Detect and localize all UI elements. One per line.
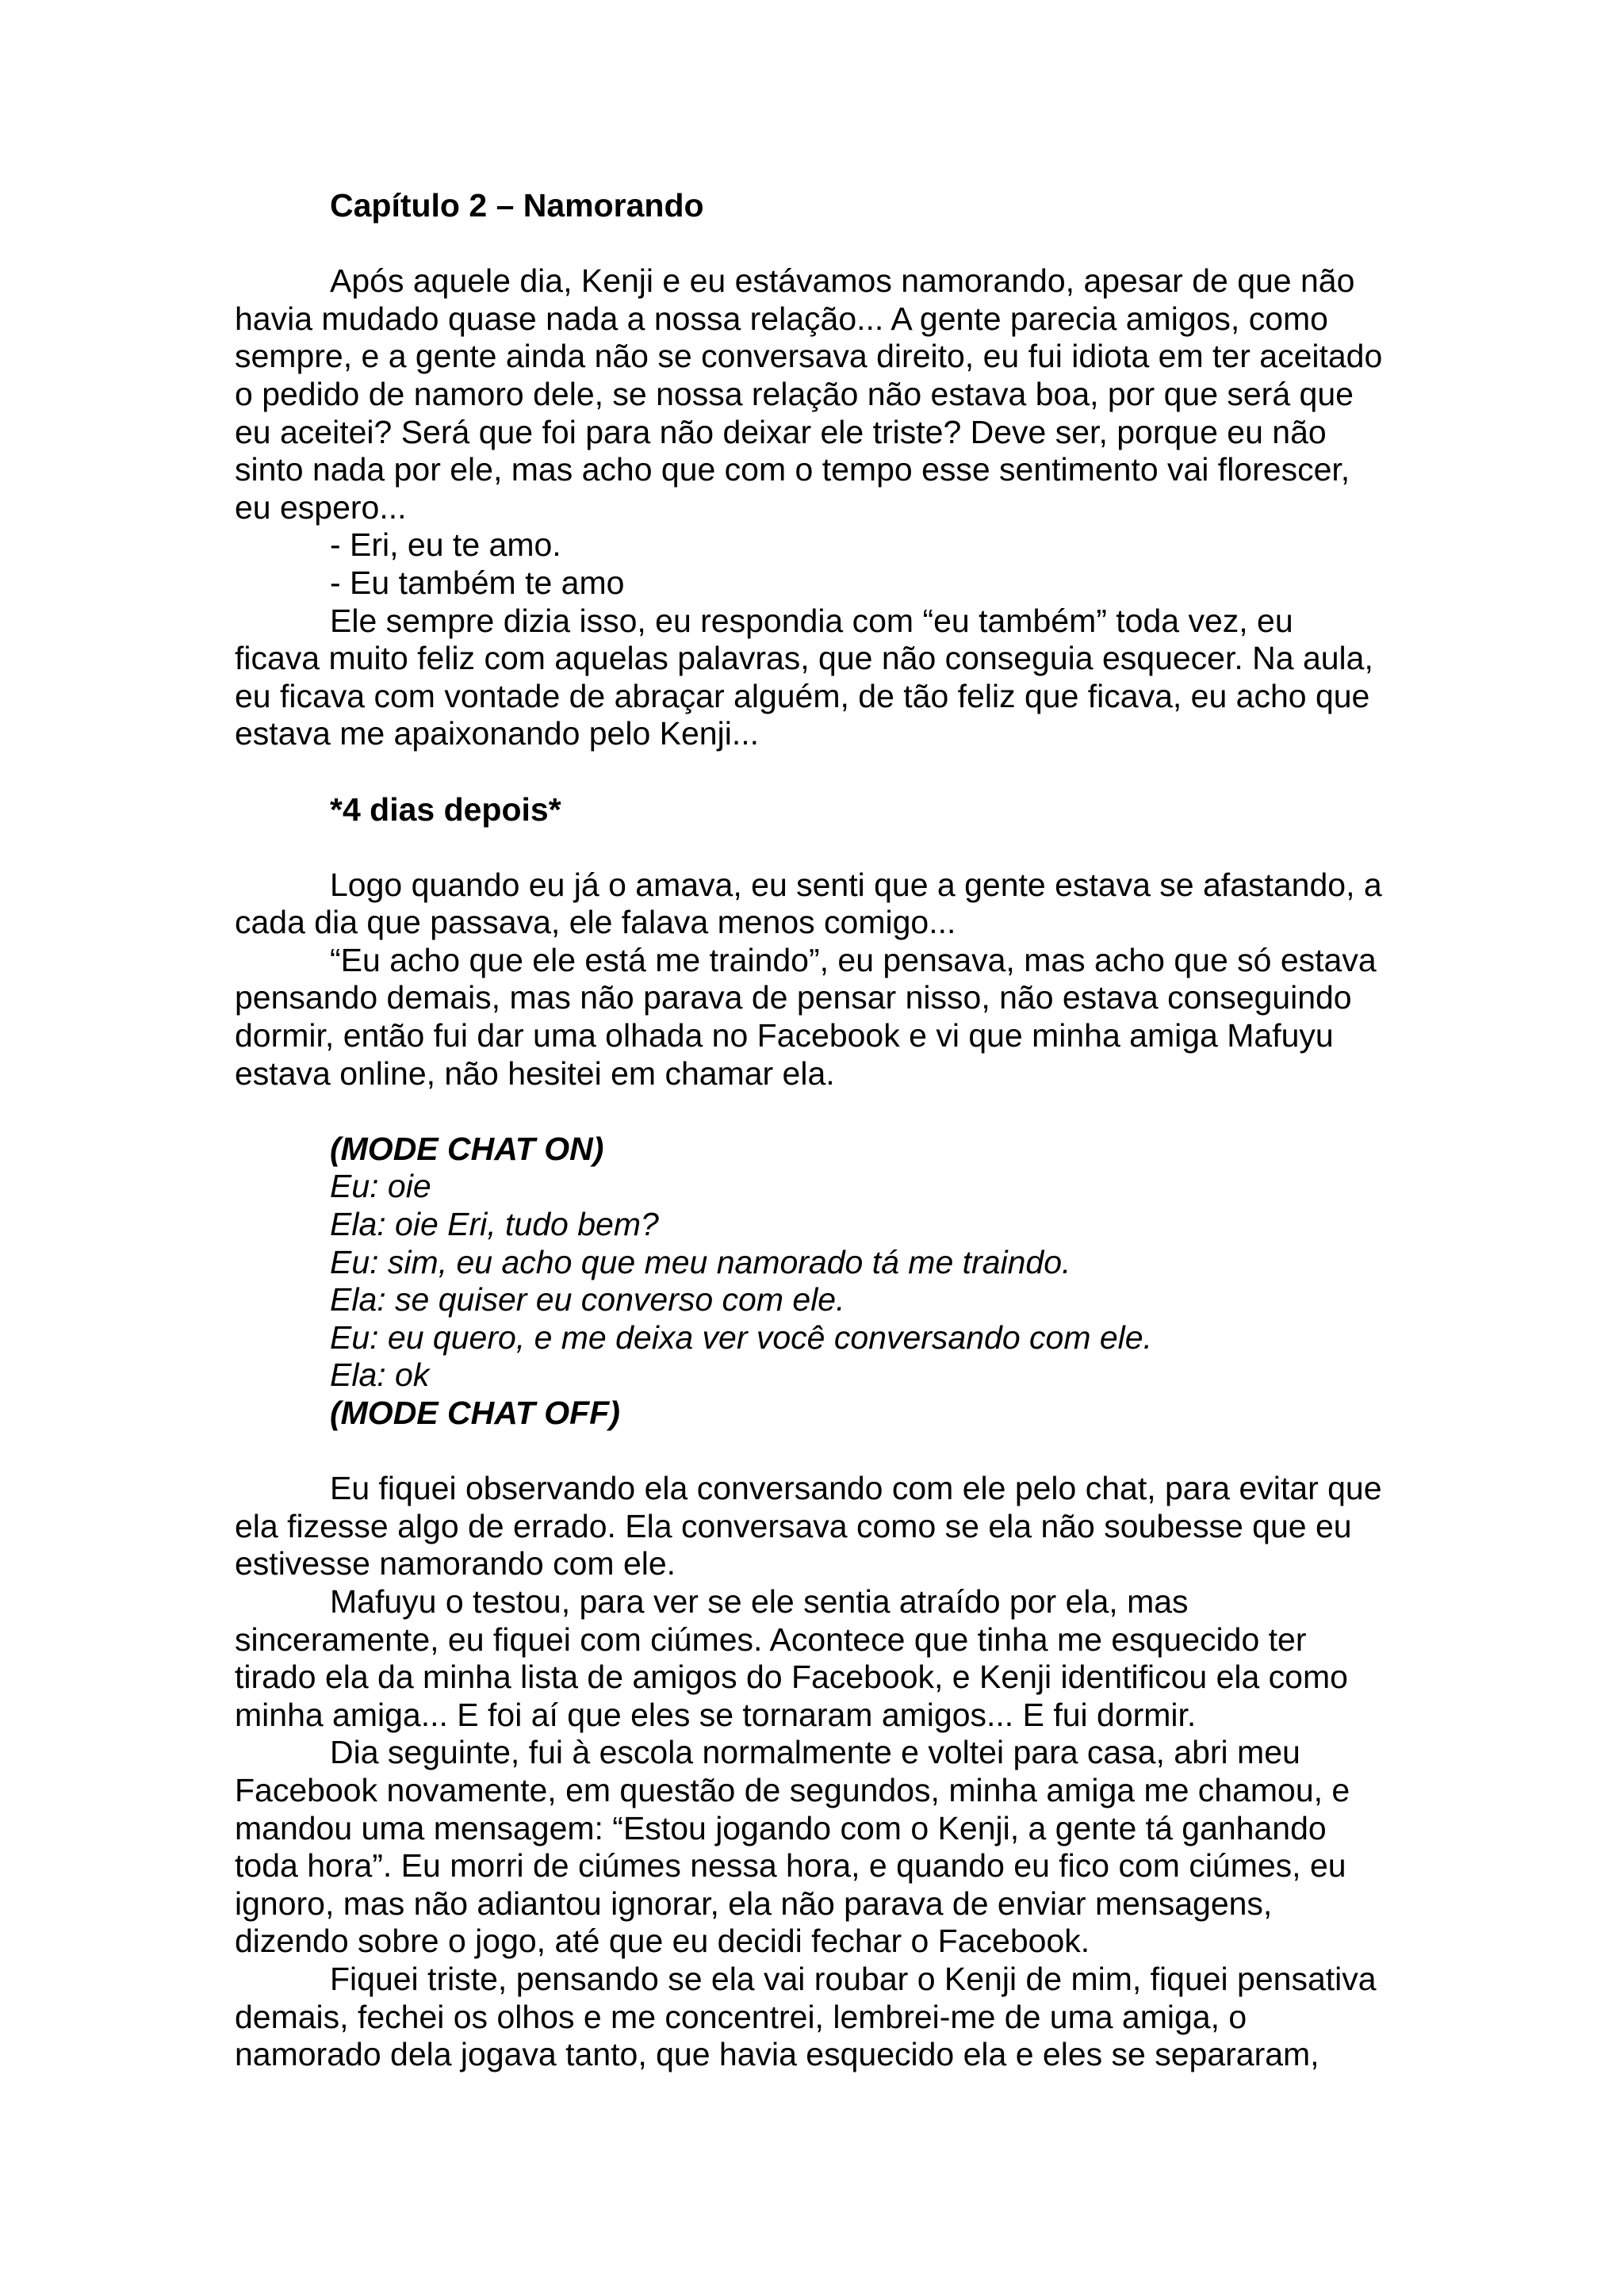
paragraph-8 [235, 1961, 1402, 2074]
spacer [235, 225, 1402, 263]
paragraph-2 [235, 603, 1402, 753]
paragraph-6 [235, 1583, 1402, 1734]
paragraph-4 [235, 942, 1402, 1093]
text-line: “Eu acho que ele está me traindo”, eu pensava, mas acho que só estava [330, 941, 1377, 978]
spacer [235, 1093, 1402, 1131]
text-line: namorado dela jogava tanto, que havia esquecido ela e eles se separaram, [235, 2036, 1320, 2073]
text-line: estivesse namorando com ele. [235, 1545, 676, 1582]
paragraph-7 [235, 1734, 1402, 1961]
text-line: Ele sempre dizia isso, eu respondia com “eu também” toda vez, eu [330, 602, 1293, 639]
text-line: minha amiga... E foi aí que eles se tornaram amigos... E fui dormir. [235, 1696, 1197, 1733]
text-line: Facebook novamente, em questão de segundos, minha amiga me chamou, e [235, 1771, 1350, 1808]
chat-line: Ela: se quiser eu converso com ele. [330, 1281, 845, 1318]
dialogue-line: - Eri, eu te amo. [330, 526, 561, 564]
text-line: toda hora”. Eu morri de ciúmes nessa hora, e quando eu fico com ciúmes, eu [235, 1847, 1346, 1885]
chat-line: Eu: sim, eu acho que meu namorado tá me traindo. [330, 1243, 1071, 1280]
text-line: Fiquei triste, pensando se ela vai roubar o Kenji de mim, fiquei pensativa [330, 1960, 1377, 1997]
text-line: cada dia que passava, ele falava menos comigo... [235, 904, 956, 941]
text-line: tirado ela da minha lista de amigos do Facebook, e Kenji identificou ela como [235, 1659, 1348, 1696]
spacer [235, 753, 1402, 791]
text-line: Mafuyu o testou, para ver se ele sentia atraído por ela, mas [330, 1582, 1189, 1620]
text-line: dormir, então fui dar uma olhada no Facebook e vi que minha amiga Mafuyu [235, 1017, 1334, 1054]
text-line: mandou uma mensagem: “Estou jogando com o Kenji, a gente tá ganhando [235, 1809, 1327, 1846]
chat-line: Ela: oie Eri, tudo bem? [330, 1206, 659, 1243]
text-line: demais, fechei os olhos e me concentrei, lembrei-me de uma amiga, o [235, 1998, 1247, 2035]
text-line: dizendo sobre o jogo, até que eu decidi fechar o Facebook. [235, 1923, 1090, 1960]
chat-start-marker: (MODE CHAT ON) [330, 1130, 604, 1167]
chapter-title: Capítulo 2 – Namorando [330, 187, 704, 224]
text-line: ficava muito feliz com aquelas palavras, que não conseguia esquecer. Na aula, [235, 640, 1373, 677]
chat-line: Ela: ok [330, 1357, 430, 1394]
text-line: Logo quando eu já o amava, eu senti que a gente estava se afastando, a [330, 866, 1382, 903]
spacer [235, 1433, 1402, 1471]
document-page [235, 187, 1402, 2074]
dialogue-1 [235, 526, 1402, 602]
text-line: havia mudado quase nada a nossa relação... A gente parecia amigos, como [235, 300, 1328, 337]
dialogue-line: - Eu também te amo [330, 564, 625, 601]
text-line: sinceramente, eu fiquei com ciúmes. Acontece que tinha me esquecido ter [235, 1621, 1307, 1658]
text-line: Eu fiquei observando ela conversando com ele pelo chat, para evitar que [330, 1470, 1382, 1507]
text-line: sinto nada por ele, mas acho que com o tempo esse sentimento vai florescer, [235, 451, 1350, 488]
text-line: Dia seguinte, fui à escola normalmente e voltei para casa, abri meu [330, 1734, 1300, 1771]
text-line: sempre, e a gente ainda não se conversava direito, eu fui idiota em ter aceitado [235, 338, 1383, 375]
text-line: eu aceitei? Será que foi para não deixar ele triste? Deve ser, porque eu não [235, 413, 1327, 450]
chat-line: Eu: eu quero, e me deixa ver você conversando com ele. [330, 1318, 1152, 1356]
text-line: ignoro, mas não adiantou ignorar, ela não parava de enviar mensagens, [235, 1885, 1273, 1922]
text-line: eu espero... [235, 488, 407, 526]
paragraph-3 [235, 867, 1402, 942]
paragraph-5 [235, 1470, 1402, 1583]
text-line: Após aquele dia, Kenji e eu estávamos namorando, apesar de que não [330, 262, 1355, 300]
chat-line: Eu: oie [330, 1168, 431, 1205]
time-skip-heading: *4 dias depois* [330, 790, 561, 828]
paragraph-1 [235, 262, 1402, 526]
text-line: eu ficava com vontade de abraçar alguém, de tão feliz que ficava, eu acho que [235, 677, 1370, 714]
chat-transcript [235, 1131, 1402, 1433]
text-line: estava online, não hesitei em chamar ela. [235, 1054, 835, 1092]
text-line: estava me apaixonando pelo Kenji... [235, 715, 760, 752]
text-line: pensando demais, mas não parava de pensar nisso, não estava conseguindo [235, 979, 1352, 1016]
text-line: ela fizesse algo de errado. Ela conversava como se ela não soubesse que eu [235, 1507, 1352, 1544]
text-line: o pedido de namoro dele, se nossa relação não estava boa, por que será que [235, 375, 1354, 412]
chat-end-marker: (MODE CHAT OFF) [330, 1395, 620, 1431]
spacer [235, 828, 1402, 867]
